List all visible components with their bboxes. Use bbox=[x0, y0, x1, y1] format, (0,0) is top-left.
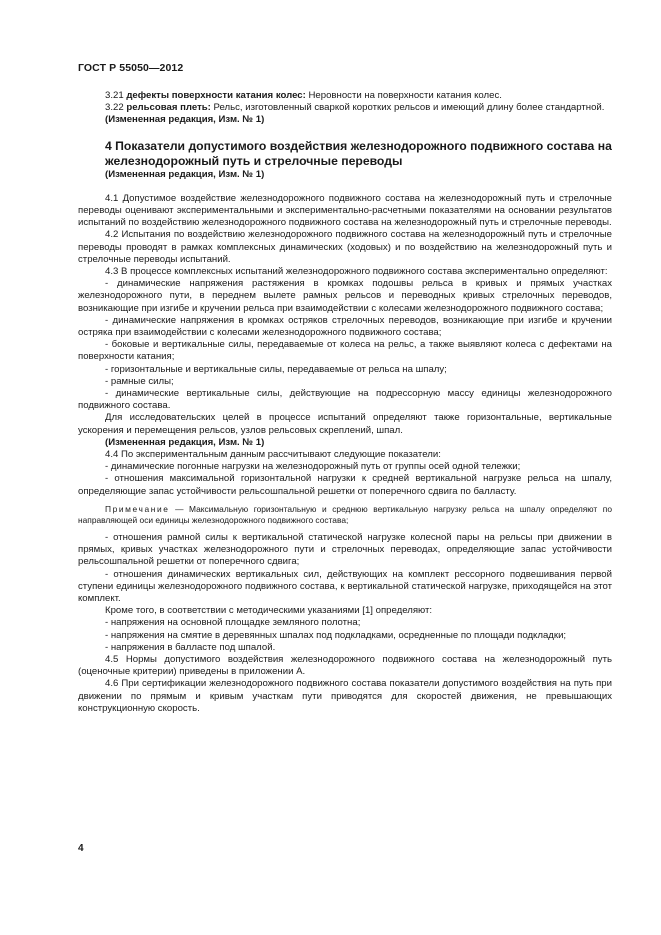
clause-4-3: 4.3 В процессе комплексных испытаний железнодорожного подвижного состава экспериментально определяют: bbox=[105, 266, 608, 278]
list-item: - отношения максимальной горизонтальной нагрузки к средней вертикальной нагрузке рельса на шпалу, определяющие запас устойчивости рельсошпальной решетки от поперечного сдвига по балласту. bbox=[78, 473, 612, 497]
clause-4-1: 4.1 Допустимое воздействие железнодорожного подвижного состава на железнодорожный путь и стрелочные переводы оценивают экспериментальными и экспериментально-расчетными показателями на основании результатов испытаний по воздействию железнодорожного подвижного состава на железнодорожный путь и стрелочные переводы. bbox=[78, 192, 612, 229]
clause-3-22 bbox=[78, 102, 612, 114]
amendment-note: (Измененная редакция, Изм. № 1) bbox=[105, 168, 265, 180]
list-item: - отношения рамной силы к вертикальной статической нагрузке колесной пары на рельсы при движении в прямых, кривых участках железнодорожного пути и стрелочных переводах, определяющие запас устойчивости рельсошпальной решетки от поперечного сдвига; bbox=[78, 531, 612, 568]
clause-4-4: 4.4 По экспериментальным данным рассчитывают следующие показатели: bbox=[105, 449, 441, 461]
list-item: - напряжения на смятие в деревянных шпалах под подкладками, осредненные по площади подкладки; bbox=[105, 629, 567, 641]
clause-number: 3.22 bbox=[105, 102, 127, 114]
clause-3-21 bbox=[78, 90, 612, 102]
note-separator: — bbox=[169, 503, 190, 514]
list-item: - динамические напряжения растяжения в кромках подошвы рельса в кривых и прямых участках железнодорожного пути, в переднем вылете рамных рельсов и переводных кривых стрелочных переводов, возникающие при изгибе и кручении рельса при взаимодействии с колесами железнодорожного подвижного состава; bbox=[78, 278, 612, 314]
amendment-note: (Измененная редакция, Изм. № 1) bbox=[105, 114, 265, 126]
list-item: - боковые и вертикальные силы, передаваемые от колеса на рельс, а также выявляют колеса с дефектами на поверхности катания; bbox=[78, 339, 612, 363]
paragraph: Для исследовательских целей в процессе испытаний определяют также горизонтальные, вертикальные ускорения и перемещения рельсов, узлов рельсовых скреплений, шпал. bbox=[78, 412, 612, 436]
clause-4-5: 4.5 Нормы допустимого воздействия железнодорожного подвижного состава на железнодорожный путь (оценочные критерии) приведены в приложении А. bbox=[78, 653, 612, 678]
term: дефекты поверхности катания колес: bbox=[126, 90, 306, 101]
note-text: Максимальную горизонтальную и среднюю вертикальную нагрузку рельса на шпалу определяют по направляющей оси единицы железнодорожного подвижного состава; bbox=[78, 503, 613, 525]
term: рельсовая плеть: bbox=[126, 102, 211, 114]
list-item: - горизонтальные и вертикальные силы, передаваемые от рельса на шпалу; bbox=[105, 363, 447, 375]
definition: Рельс, изготовленный сваркой коротких рельсов и имеющий длину более стандартной. bbox=[210, 102, 605, 114]
clause-number: 3.21 bbox=[105, 90, 127, 101]
list-item: - рамные силы; bbox=[105, 375, 174, 387]
paragraph: Кроме того, в соответствии с методическими указаниями [1] определяют: bbox=[105, 605, 433, 617]
note-label: Примечание bbox=[105, 503, 170, 514]
list-item: - динамические погонные нагрузки на железнодорожный путь от группы осей одной тележки; bbox=[105, 461, 521, 473]
clause-4-6: 4.6 При сертификации железнодорожного подвижного состава показатели допустимого воздействия на путь при движении по прямым и кривым участкам пути приводятся для скоростей движения, не превышающих конструкционную скорость. bbox=[78, 678, 612, 714]
list-item: - отношения динамических вертикальных сил, действующих на комплект рессорного подвешивания первой ступени единицы железнодорожного подвижного состава, к вертикальной статической нагрузке, приходящейся на этот комплект. bbox=[78, 568, 612, 604]
list-item: - динамические напряжения в кромках остряков стрелочных переводов, возникающие при изгибе и кручении остряка при взаимодействии с колесами железнодорожного подвижного состава; bbox=[78, 314, 612, 339]
amendment-note: (Измененная редакция, Изм. № 1) bbox=[105, 436, 265, 448]
clause-4-2: 4.2 Испытания по воздействию железнодорожного подвижного состава на железнодорожный путь и стрелочные переводы проводят в рамках комплексных динамических (ходовых) и по воздействию на железнодорожный путь и стрелочные переводы испытаний. bbox=[78, 229, 612, 265]
list-item: - динамические вертикальные силы, действующие на подрессорную массу единицы железнодорожного подвижного состава. bbox=[78, 388, 612, 412]
list-item: - напряжения в балласте под шпалой. bbox=[105, 641, 276, 653]
document-body bbox=[78, 90, 612, 715]
definition: Неровности на поверхности катания колес. bbox=[305, 90, 502, 101]
page-header: ГОСТ Р 55050—2012 bbox=[78, 62, 184, 74]
page-number: 4 bbox=[78, 843, 84, 854]
section-heading: 4 Показатели допустимого воздействия железнодорожного подвижного состава на железнодорожный путь и стрелочные переводы bbox=[105, 138, 612, 168]
note bbox=[78, 504, 612, 526]
list-item: - напряжения на основной площадке земляного полотна; bbox=[105, 617, 361, 629]
